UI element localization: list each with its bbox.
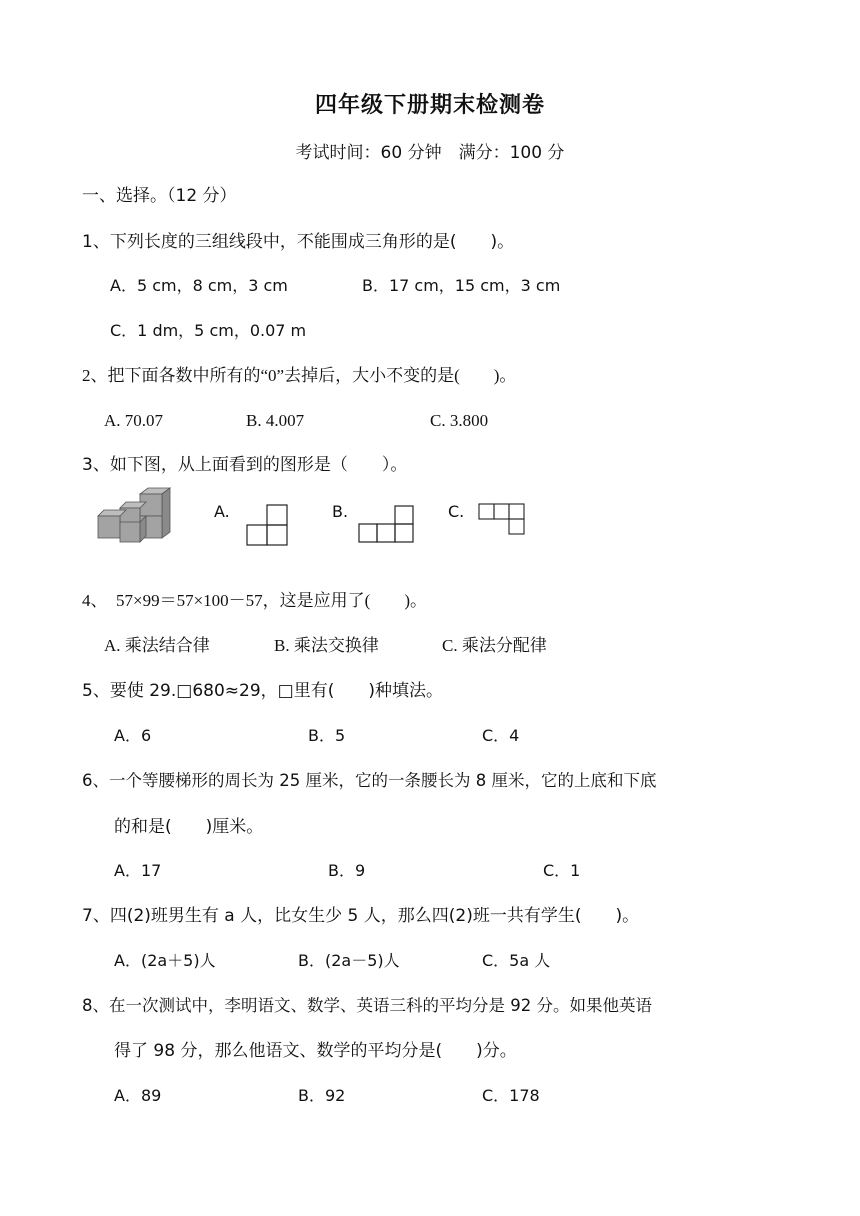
q8-stem-line2: 得了 98 分，那么他语文、数学的平均分是( )分。: [114, 1041, 517, 1061]
q3-option-b-label: B.: [332, 502, 349, 521]
q2-option-c: C. 3.800: [430, 411, 489, 430]
exam-title: 四年级下册期末检测卷: [314, 93, 545, 118]
q4-option-c: C. 乘法分配律: [442, 636, 547, 655]
q7-option-b: B．(2a－5)人: [298, 951, 400, 970]
exam-subtitle: 考试时间：60 分钟 满分：100 分: [295, 143, 565, 163]
q4-option-a: A. 乘法结合律: [104, 636, 210, 655]
q2-stem: 2、把下面各数中所有的“0”去掉后，大小不变的是( )。: [82, 366, 517, 385]
q8-option-a: A．89: [114, 1086, 162, 1105]
q3-option-c-label: C.: [448, 502, 465, 521]
q6-option-b: B．9: [328, 861, 366, 880]
q1-option-b: B．17 cm，15 cm，3 cm: [362, 276, 561, 295]
q3-option-a-label: A.: [214, 502, 230, 521]
q3-option-a-shape: [246, 504, 288, 546]
q6-option-a: A．17: [114, 861, 162, 880]
q1-option-a: A．5 cm，8 cm，3 cm: [110, 276, 288, 295]
q8-stem-line1: 8、在一次测试中，李明语文、数学、英语三科的平均分是 92 分。如果他英语: [82, 996, 652, 1015]
q1-option-c: C．1 dm，5 cm，0.07 m: [110, 321, 307, 340]
q6-stem-line1: 6、一个等腰梯形的周长为 25 厘米，它的一条腰长为 8 厘米，它的上底和下底: [82, 771, 657, 790]
q1-stem: 1、下列长度的三组线段中，不能围成三角形的是( )。: [82, 232, 515, 252]
q5-option-b: B．5: [308, 726, 346, 745]
cube-stack-figure: [96, 486, 176, 546]
q3-option-c-shape: [478, 503, 526, 535]
q3-option-b-shape: [358, 505, 414, 543]
q8-option-b: B．92: [298, 1086, 346, 1105]
q6-option-c: C．1: [543, 861, 581, 880]
q6-stem-line2: 的和是( )厘米。: [114, 817, 264, 837]
q4-stem: 4、 57×99＝57×100－57，这是应用了( )。: [82, 591, 427, 610]
q3-stem: 3、如下图，从上面看到的图形是（ ）。: [82, 455, 408, 475]
q5-stem: 5、要使 29.□680≈29，□里有( )种填法。: [82, 681, 443, 701]
q4-option-b: B. 乘法交换律: [274, 636, 379, 655]
q2-option-a: A. 70.07: [104, 411, 164, 430]
q8-option-c: C．178: [482, 1086, 540, 1105]
q5-option-a: A．6: [114, 726, 152, 745]
q5-option-c: C．4: [482, 726, 520, 745]
section-heading: 一、选择。（12 分）: [82, 186, 237, 206]
q7-option-c: C．5a 人: [482, 951, 551, 970]
q7-stem: 7、四(2)班男生有 a 人，比女生少 5 人，那么四(2)班一共有学生( )。: [82, 906, 640, 926]
q2-option-b: B. 4.007: [246, 411, 305, 430]
q7-option-a: A．(2a＋5)人: [114, 951, 216, 970]
